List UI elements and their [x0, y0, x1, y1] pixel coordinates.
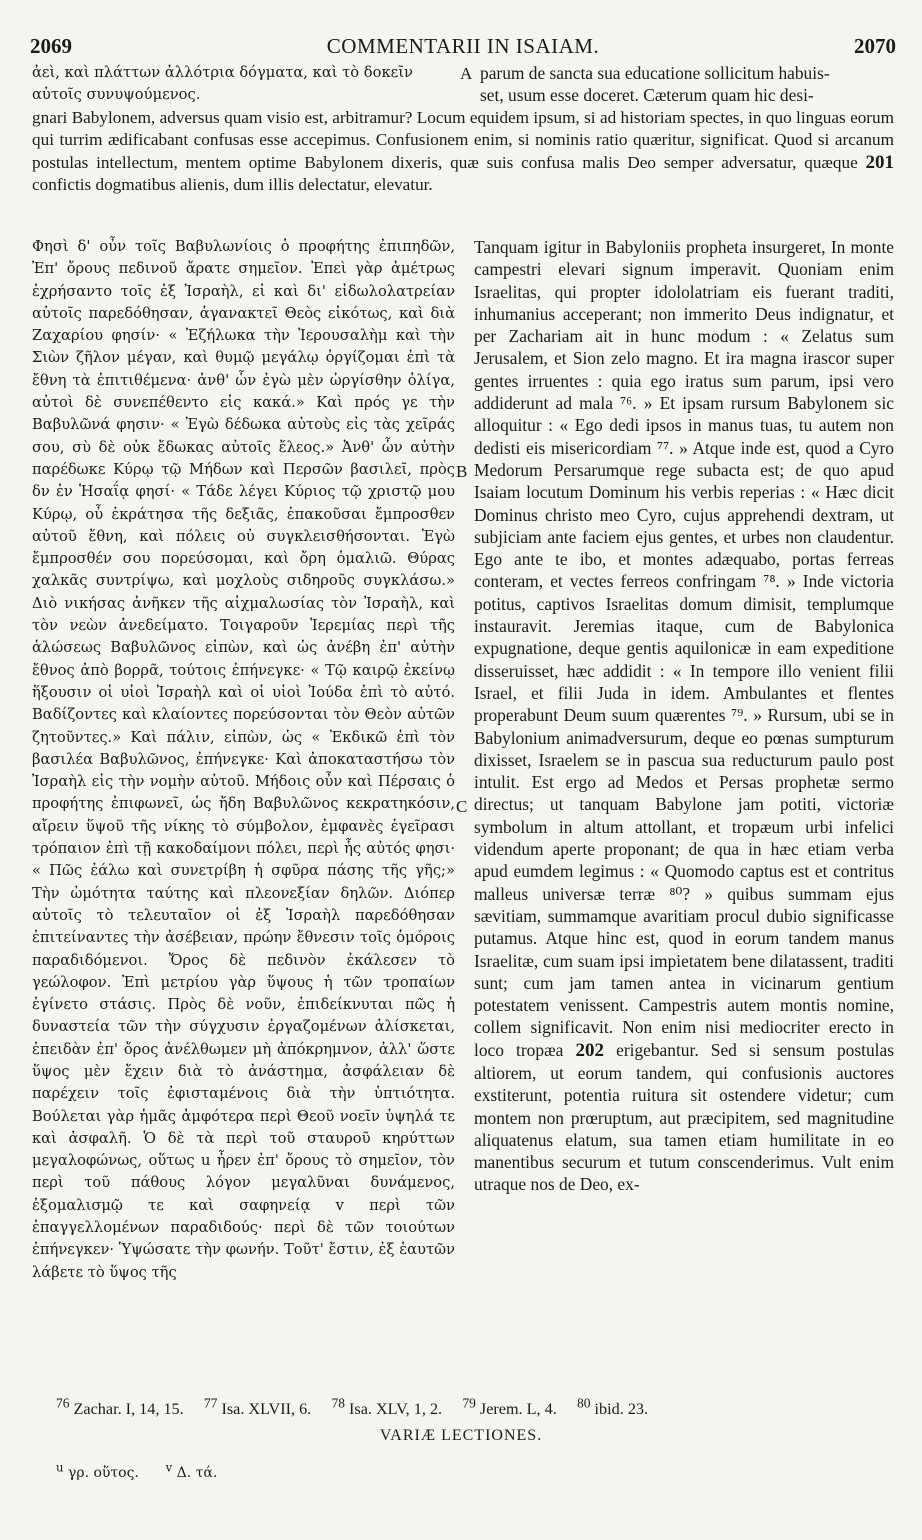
greek-continuation — [32, 62, 442, 107]
footnote: $^{77}$ Isa. XLVII, 6. — [203, 1396, 312, 1419]
marginal-letter-b: B — [456, 462, 468, 481]
variant-reading: $^u$ γρ. οὕτος. — [56, 1460, 139, 1481]
full-width-latin-paragraph — [32, 107, 894, 196]
footnote: $^{76}$ Zachar. I, 14, 15. — [56, 1396, 184, 1419]
latin-continuation — [480, 62, 894, 107]
right-column-number: 2070 — [854, 34, 896, 58]
marginal-letter-c: C — [456, 797, 468, 816]
marginal-letter-a: A — [460, 64, 473, 83]
column-number-marker: 202 — [575, 1039, 604, 1061]
footnote: $^{79}$ Jerem. L, 4. — [462, 1396, 557, 1419]
variae-lectiones — [56, 1460, 217, 1481]
greek-column: Φησὶ δ' οὖν τοῖς Βαβυλωνίοις ὁ προφήτης ἐπιπηδῶν, Ἐπ' ὄρους πεδινοῦ ἄρατε σημεῖον. Ἐπεὶ γὰρ ἀμέτρως ἐχρήσαντο τοῖς ἐξ Ἰσραὴλ, εἰ καὶ δι' εἰδωλολατρείαν αὐτοῖς παρεδόθησαν, ἀγανακτεῖ Θεὸς εἰκότως, καὶ διὰ Ζαχαρίου φησίν· « Ἐζήλωκα τὴν Ἱερουσαλὴμ καὶ τὴν Σιὼν ζῆλον μέγαν, καὶ θυμῷ μεγάλῳ ὀργίζομαι ἐπὶ τὰ ἔθνη τὰ ἐπιτιθέμενα· ἀνθ' ὧν ἐγὼ μὲν ὠργίσθην ὀλίγα, αὐτοὶ δὲ συνεπέθεντο εἰς κακά.» Καὶ πρός γε τὴν Βαβυλῶνά φησιν· « Ἐγὼ δέδωκα αὐτοὺς εἰς τὰς χεῖράς σου, σὺ δὲ οὐκ ἔδωκας αὐτοῖς ἔλεος.» Ἀνθ' ὧν αὐτὴν παρέδωκε Κύρῳ τῷ Μήδων καὶ Περσῶν βασιλεῖ, πρὸς δν ἐν Ἡσαΐᾳ φησί· « Τάδε λέγει Κύριος τῷ χριστῷ μου Κύρῳ, οὗ ἐκράτησα τῆς δεξιᾶς, ἐπακοῦσαι ἔμπροσθεν αὐτοῦ ἔθνη, καὶ πόλεις οὐ συγκλεισθήσονται. Ἐγὼ ἔμπροσθέν σου πορεύσομαι, καὶ ὄρη ὁμαλιῶ. Θύρας χαλκᾶς συντρίψω, καὶ μοχλοὺς σιδηροῦς συγκλάσω.» Διὸ νικήσας ἀνῆκεν τῆς αἰχμαλωσίας τὸν Ἰσραὴλ, καὶ τὸν νεὼν ἀνεδείματο. Τοιγαροῦν Ἱερεμίας περὶ τῆς ἁλώσεως Βαβυλῶνος εἰπὼν, καὶ ὡς ἀνέβη ἐπ' αὐτὴν ἔθνος ἀπὸ βορρᾶ, τούτοις ἐπήνεγκε· « Τῷ καιρῷ ἐκείνῳ ἥξουσιν οἱ υἱοὶ Ἰσραὴλ καὶ οἱ υἱοὶ Ἰούδα ἐπὶ τὸ αὐτό. Βαδίζοντες καὶ κλαίοντες πορεύσονται τὸν Θεὸν αὐτῶν ζητοῦντες.» Καὶ πάλιν, εἰπὼν, ὡς « Ἐκδικῶ ἐπὶ τὸν βασιλέα Βαβυλῶνος, ἐπήνεγκε· Καὶ ἀποκαταστήσω τὸν Ἰσραὴλ εἰς τὴν νομὴν αὐτοῦ. Μήδοις οὖν καὶ Πέρσαις ὁ προφήτης ἐπιφωνεῖ, ὡς ἤδη Βαβυλῶνος κεκρατηκόσιν, αἴρειν ὕψοῦ τῆς νίκης τὸ σύμβολον, ἐμφανὲς ἐγεῖρασι τρόπαιον ἐπὶ τῇ κακοδαίμονι πόλει, περὶ ἧς αὐτός φησι· « Πῶς ἐάλω καὶ συνετρίβη ἡ σφῦρα πάσης τῆς γῆς;» Τὴν ὠμότητα ταύτης καὶ πλεονεξίαν δηλῶν. Διόπερ αὐτοῖς τὸ τελευταῖον οἱ ἐξ Ἰσραὴλ παρεδόθησαν ἐπιτείναντες τὴν ἀσέβειαν, πρώην ἔθνεσιν τοῖς ὁμόροις παραδιδόμενοι. Ὄρος δὲ πεδινὸν ἐκάλεσεν τὸ γεώλοφον. Ἐπὶ μετρίου γὰρ ὕψους ἡ τῶν τροπαίων ἐγίνετο στάσις. Πρὸς δὲ νοῦν, ἐπιδείκνυται πῶς ἡ δυναστεία τῶν τὴν σύγχυσιν ἐργαζομένων ἁλίσκεται, ἐπειδὰν ἐπ' ὄρος ἀνέλθωμεν μὴ ἀπόκρημνον, ἀλλ' ὥστε ὕψος μὲν ἔχειν διὰ τὸ ἀνάστημα, ἀσφάλειαν δὲ παρέχειν τοῖς ἐφισταμένοις διὰ τὴν ὑπτιότητα. Βούλεται γὰρ ἡμᾶς ἀμφότερα περὶ Θεοῦ νοεῖν ὑψηλά τε καὶ ἀσφαλῆ. Ὁ δὲ τὰ περὶ τοῦ σταυροῦ κηρύττων μεγαλοφώνως, οὕτως u ἦρεν ἐπ' ὄρους τὸ σημεῖον, τὸν περὶ τοῦ πάθους λόγον μεγαλῦναι δυνάμενος, ἐξομαλισμῷ τε καὶ σαφηνείᾳ v περὶ τῶν ἐπαγγελλομένων παραδιδούς· περὶ δὲ τῶν τοιούτων ἐπήνεγκεν· Ὑψώσατε τὴν φωνήν. Τοῦτ' ἔστιν, ἐξ ἑαυτῶν λάβετε τὸ ὕψος τῆς — [32, 238, 455, 1281]
latin-text: gnari Babylonem, adversus quam visio est, arbitramur? Locum equidem ipsum, si ad historiam spectes, in quo linguas eorum qui turrim ædificabant confusas esse accepimus. Confusionem enim, si nominis ratio quæritur, significat. Quod si arcanum postulas intellectum, mentem optime Babylonem dixeris, quæ suis confusa malis Deo semper adversatur, quæque — [32, 108, 894, 172]
latin-text: erigebantur. Sed si sensum postulas altiorem, ut eorum tandem, qui confusionis auctores exstiterunt, potentia ruitura sit ostendere videtur; cum montem non prœruptum, aut præcipitem, sed magnitudine aliquatenus elatum, sua tamen etiam humilitate in eo manentibus securum et tutum conscenderimus. Vult enim utraque nos de Deo, ex- — [474, 1039, 894, 1195]
page-header — [30, 34, 896, 58]
column-number-marker: 201 — [865, 151, 894, 173]
latin-text: Tanquam igitur in Babyloniis propheta insurgeret, In monte campestri elevari signum imperavit. Quoniam enim Israelitas, qui propter idololatriam eis fuerant traditi, inhumanius acceperant; non immerito Deus indignatur, et per Zachariam ait in hunc modum : « Zelatus sum Jerusalem, et Sion zelo magno. Et ira magna irascor super gentes irruentes : quia ego iratus sum parum, ipsi vero addiderunt ad mala ⁷⁶. » Et ipsam rursum Babylonem sic alloquitur : « Ego dedi ipsos in manus tuas, tu autem non dedisti eis misericordiam ⁷⁷. » Atque inde est, quod a Cyro Medorum Persarumque rege subacta est; de quo apud Isaiam locutum Dominum his verbis reperias : « Hæc dicit Dominus christo meo Cyro, cujus apprehendi dextram, ut subjiciam ante faciem ejus gentes, et urbes non claudentur. Ego ante te ibo, et montes adæquabo, portas ferreas conteram, et vectes ferreos confringam ⁷⁸. » Inde victoria potitus, captivos Israelitas domum dimisit, templumque instauravit. Jeremias itaque, cum de Babylonica expugnatione, deque gentis aquilonicæ in eam expeditione disseruisset, hæc addidit : « In tempore illo venient filii Israel, et filii Juda in idem. Ambulantes et flentes properabunt Deum suum quærentes ⁷⁹. » Rursum, ubi se in Babylonium animadversurum, deque eo pœnas sumpturum dixisset, Israelem se in pascua sua reducturum paulo post intulit. Est ergo ad Medos et Persas prophetæ sermo directus; ut tanquam Babylone jam potiti, victoriæ symbolum in altum attollant, et tropæum urbi infelici videndum aperte proponant; de qua in hæc etiam verba apud eumdem legimus : « Quomodo captus est et contritus malleus universæ terræ ⁸⁰? » quibus summam ejus sævitiam, summamque avaritiam procul dubio significasse putamus. Atque hinc est, quod in eorum tandem manus Israelitæ, cum suam ipsi impietatem bene dilatassent, traditi sunt; cum jam tamen antea in vicinarum gentium potestatem venissent. Campestris autem montis nomine, collem significavit. Non enim nisi mediocriter erecto in loco tropæa — [474, 237, 894, 1060]
latin-line: set, usum esse doceret. Cæterum quam hic desi- — [480, 85, 814, 106]
greek-line: ἀεὶ, καὶ πλάττων ἀλλότρια δόγματα, καὶ τὸ δοκεῖν — [32, 64, 413, 81]
latin-line: parum de sancta sua educatione sollicitum habuis- — [480, 63, 830, 83]
latin-text: confictis dogmatibus alienis, dum illis delectatur, elevatur. — [32, 174, 433, 194]
left-column-number: 2069 — [30, 34, 72, 58]
latin-column — [474, 236, 894, 1386]
greek-line: αὐτοῖς συνυψούμενος. — [32, 86, 201, 104]
footnotes — [56, 1396, 886, 1419]
variant-reading: $^v$ Δ. τά. — [165, 1460, 218, 1481]
running-title: COMMENTARII IN ISAIAM. — [326, 34, 600, 58]
variae-lectiones-title: VARIÆ LECTIONES. — [379, 1427, 543, 1444]
footnote: $^{78}$ Isa. XLV, 1, 2. — [331, 1396, 443, 1419]
footnote: $^{80}$ ibid. 23. — [577, 1396, 649, 1419]
